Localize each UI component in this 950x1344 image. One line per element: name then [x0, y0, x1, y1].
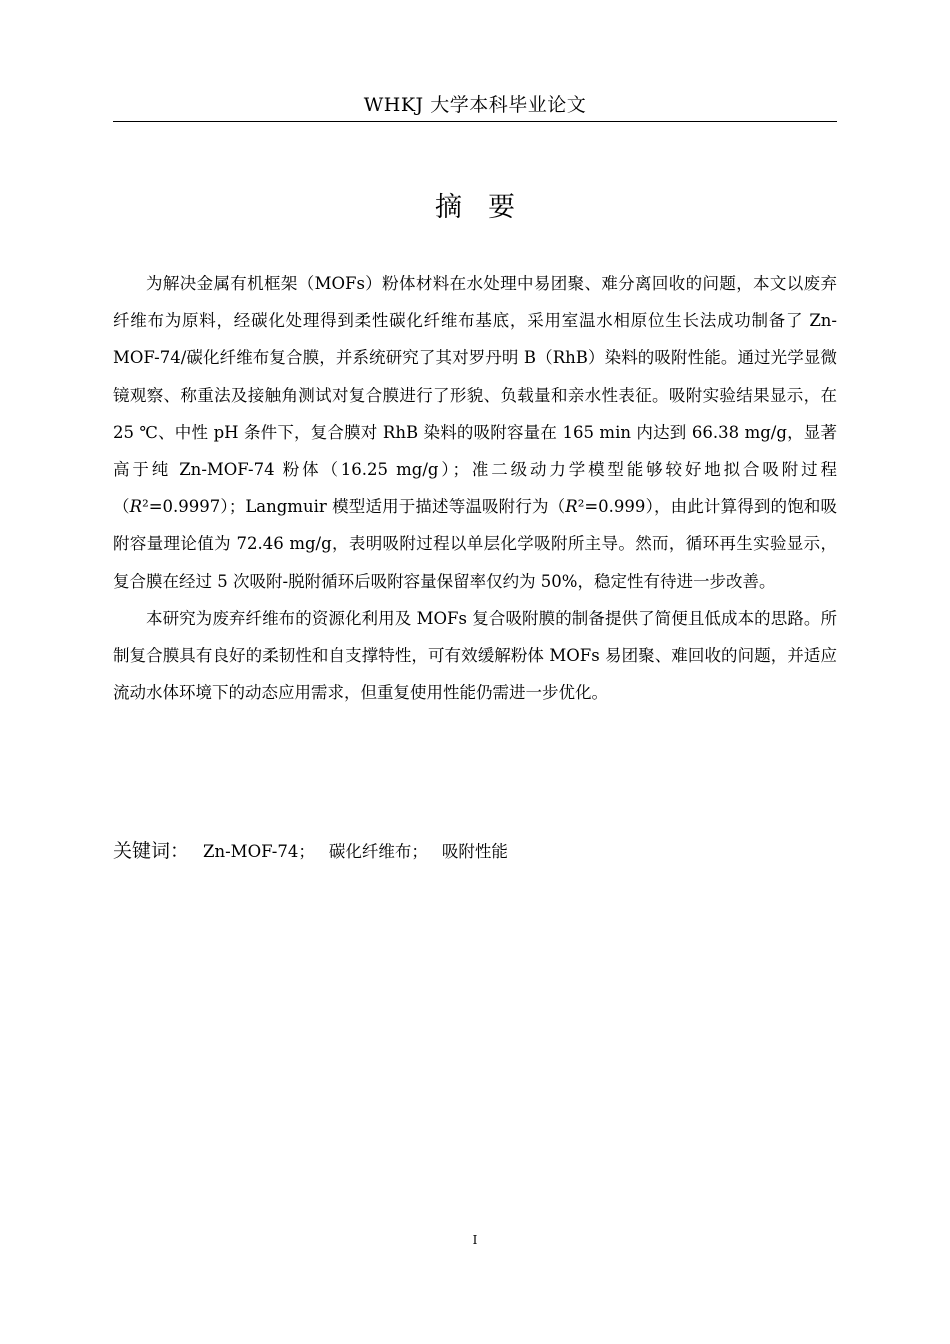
keyword-item: 碳化纤维布； — [328, 842, 428, 861]
abstract-body — [113, 265, 837, 711]
header-divider — [113, 121, 837, 122]
abstract-paragraph-2: 本研究为废弃纤维布的资源化利用及 MOFs 复合吸附膜的制备提供了简便且低成本的思路。所制复合膜具有良好的柔韧性和自支撑特性，可有效缓解粉体 MOFs 易团聚、难回收的问题，并适应流动水体环境下的动态应用需求，但重复使用性能仍需进一步优化。 — [113, 608, 837, 703]
abstract-p1-part-a: 为解决金属有机框架（MOFs）粉体材料在水处理中易团聚、难分离回收的问题，本文以废弃纤维布为原料，经碳化处理得到柔性碳化纤维布基底，采用室温水相原位生长法成功制备了 Zn-MOF-74/碳化纤维布复合膜，并系统研究了其对罗丹明 B（RhB）染料的吸附性能。通过光学显微镜观察、称重法及接触角测试对复合膜进行了形貌、负载量和亲水性表征。吸附实验结果显示，在 25 ℃、中性 pH 条件下，复合膜对 RhB 染料的吸附容量在 165 min 内达到 66.38 mg/g，显著高于纯 Zn-MOF-74 粉体（16.25 mg/g）；准二级动力学模型能够较好地拟合吸附过程（ — [113, 274, 837, 517]
keyword-item: 吸附性能 — [441, 842, 508, 861]
r-squared-symbol: R — [129, 497, 143, 517]
page-number: I — [472, 1233, 478, 1247]
keyword-item: Zn-MOF-74； — [203, 842, 315, 861]
abstract-title: 摘要 — [435, 192, 541, 223]
abstract-paragraph-1 — [113, 265, 837, 600]
abstract-p1-part-b: ²=0.9997）；Langmuir 模型适用于描述等温吸附行为（ — [142, 497, 566, 517]
r-squared-symbol: R — [565, 497, 578, 517]
running-header: WHKJ 大学本科毕业论文 — [363, 94, 587, 116]
keywords-line — [113, 833, 837, 870]
abstract-p1-part-c: ²=0.999），由此计算得到的饱和吸附容量理论值为 72.46 mg/g，表明吸附过程以单层化学吸附所主导。然而，循环再生实验显示，复合膜在经过 5 次吸附-脱附循环后吸附容量保留率仅约为 50%，稳定性有待进一步改善。 — [113, 497, 837, 591]
keywords-label: 关键词： — [113, 840, 190, 862]
